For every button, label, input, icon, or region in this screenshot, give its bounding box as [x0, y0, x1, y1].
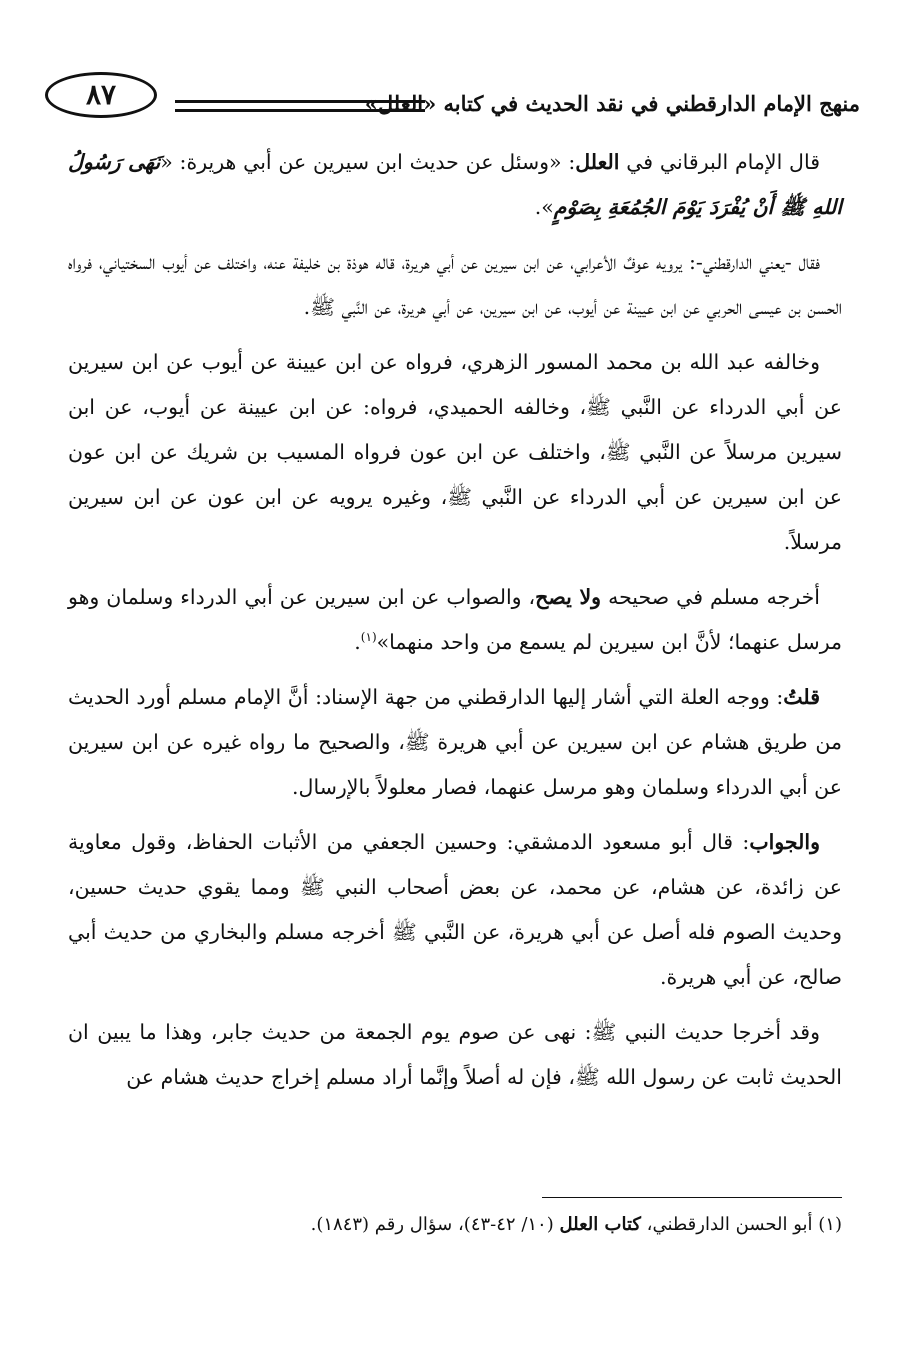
paragraph-1	[68, 140, 842, 230]
paragraph-7: وقد أخرجا حديث النبي ﷺ: نهى عن صوم يوم الجمعة من حديث جابر، وهذا ما يبين ان الحديث ثابت عن رسول الله ﷺ، فإن له أصلاً وإنَّما أراد مسلم إخراج حديث هشام عن	[68, 1020, 842, 1089]
page-number: ٨٧	[85, 78, 117, 111]
header-double-rule	[175, 100, 425, 112]
p5-lead: قلتُ	[783, 685, 820, 709]
p1-hadith-text: نَهَى رَسُولُ اللهِ ﷺ أَنْ يُفْرَدَ يَوْمَ الجُمُعَةِ بِصَوْمٍ	[68, 150, 842, 219]
p5-text: : ووجه العلة التي أشار إليها الدارقطني من جهة الإسناد: أنَّ الإمام مسلم أورد الحديث من طريق هشام عن ابن سيرين عن أبي هريرة ﷺ، والصحيح ما رواه غيره عن ابن سيرين عن أبي الدرداء وسلمان وهو مرسل عنهما، فصار معلولاً بالإرسال.	[68, 685, 842, 799]
p1-end: ».	[534, 195, 554, 219]
footnote-number: (١)	[818, 1214, 842, 1235]
p6-lead: والجواب	[749, 830, 820, 854]
p4-emphasis: ولا يصح	[535, 585, 602, 609]
paragraph-3: وخالفه عبد الله بن محمد المسور الزهري، فرواه عن ابن عيينة عن أيوب عن ابن سيرين عن أبي الدرداء عن النَّبي ﷺ، وخالفه الحميدي، فرواه: عن ابن عيينة عن أيوب، عن ابن سيرين مرسلاً عن النَّبي ﷺ، واختلف عن ابن عون فرواه المسيب بن شريك عن ابن عون عن ابن سيرين عن أبي الدرداء عن النَّبي ﷺ، وغيره يرويه عن ابن عون عن ابن سيرين مرسلاً.	[68, 350, 842, 554]
p1-book-title: العلل	[575, 150, 620, 174]
p4-a: أخرجه مسلم في صحيحه	[601, 585, 820, 609]
paragraph-2: فقال -يعني الدارقطني-: يرويه عوفٌ الأعرابي، عن ابن سيرين عن أبي هريرة، قاله هوذة بن خليفة عنه، واختلف عن أيوب السختياني، فرواه الحسن بن عيسى الحربي عن ابن عيينة عن أيوب، عن ابن سيرين، عن أبي هريرة، عن النَّبي ﷺ.	[68, 250, 842, 319]
paragraph-5	[68, 675, 842, 810]
p6-text: : قال أبو مسعود الدمشقي: وحسين الجعفي من الأثبات الحفاظ، وقول معاوية عن زائدة، عن هشام، عن محمد، عن بعض أصحاب النبي ﷺ ومما يقوي حديث حسين، وحديث الصوم فله أصل عن أبي هريرة، عن النَّبي ﷺ أخرجه مسلم والبخاري من حديث أبي صالح، عن أبي هريرة.	[68, 830, 842, 989]
footnote-author: أبو الحسن الدارقطني،	[640, 1214, 819, 1235]
page-number-badge	[45, 72, 157, 118]
p1-mid: : «وسئل عن حديث ابن سيرين عن أبي هريرة: «	[160, 150, 576, 174]
main-text	[68, 140, 842, 1110]
p4-d: .	[354, 630, 361, 654]
p4-c: ، والصواب عن ابن سيرين عن أبي الدرداء وسلمان وهو مرسل عنهما؛ لأنَّ ابن سيرين لم يسمع من واحد منهما»	[68, 585, 842, 654]
footnote	[68, 1210, 842, 1240]
footnote-reference: (١٠/ ٤٢-٤٣)، سؤال رقم (١٨٤٣).	[310, 1214, 560, 1235]
running-header	[40, 60, 860, 130]
footnote-book: كتاب العلل	[559, 1214, 641, 1235]
footnote-separator	[542, 1197, 842, 1198]
footnote-ref[interactable]: (١)	[360, 630, 377, 645]
p1-intro: قال الإمام البرقاني في	[619, 150, 820, 174]
paragraph-4	[68, 575, 842, 665]
paragraph-6	[68, 820, 842, 1000]
running-title: منهج الإمام الدارقطني في نقد الحديث في كتابه «العلل»	[364, 91, 860, 116]
